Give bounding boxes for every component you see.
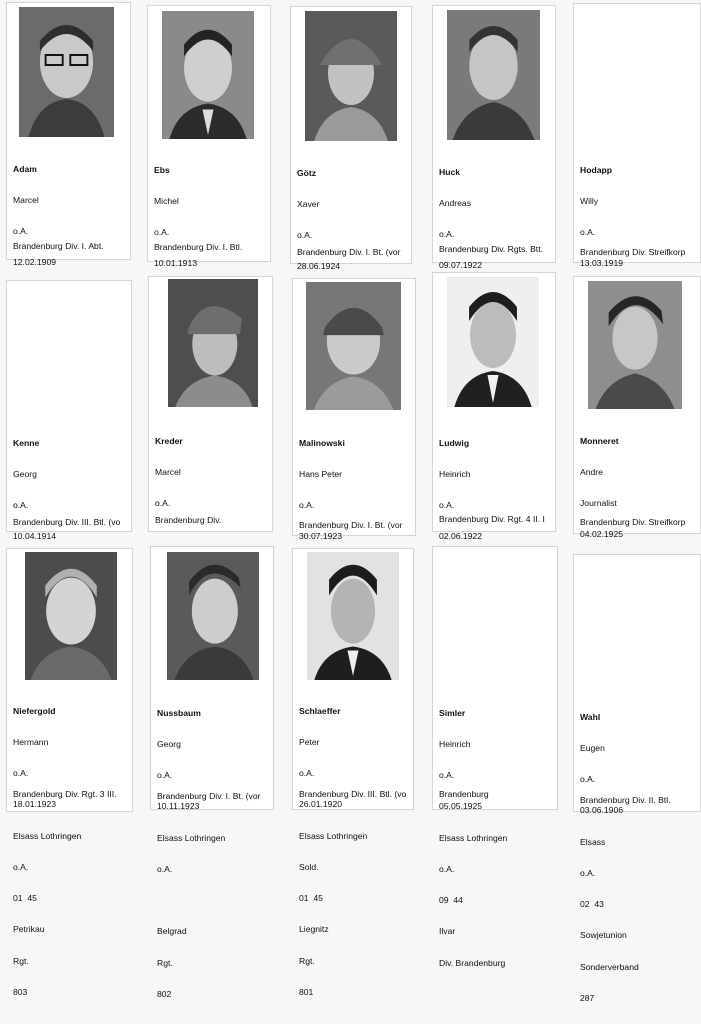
surname: Wahl <box>580 711 601 722</box>
unit-footer: Brandenburg Div. Streifkorp <box>580 517 686 527</box>
detail-line: 04.02.1925 <box>580 529 624 540</box>
detail-line: o.A. <box>299 768 315 779</box>
detail-line: o.A. <box>155 498 171 509</box>
detail-line: 01 45 <box>13 893 37 904</box>
detail-line: o.A. <box>439 863 455 874</box>
person-card-wahl <box>573 554 701 1003</box>
detail-line: Rgt. <box>157 957 173 968</box>
detail-line: o.A. <box>439 229 455 240</box>
detail-line: o.A. <box>157 863 173 874</box>
person-card-ebs <box>147 5 271 269</box>
surname: Götz <box>297 167 317 178</box>
detail-line: 01 45 <box>299 893 323 904</box>
unit-footer: Brandenburg Div. Rgts. Btt. <box>439 244 543 254</box>
detail-line: Eugen <box>580 743 605 754</box>
unit-footer: Brandenburg Div. <box>155 515 222 525</box>
person-card-huck <box>432 5 556 271</box>
detail-line: Liegnitz <box>299 924 329 935</box>
unit-footer: Brandenburg Div. Streifkorp <box>580 247 686 257</box>
detail-line: 803 <box>13 986 28 997</box>
detail-line: o.A. <box>13 861 29 872</box>
surname: Simler <box>439 707 466 718</box>
detail-line: Andre <box>580 467 603 478</box>
detail-line: 10.04.1914 <box>13 531 57 542</box>
person-card-ludwig <box>432 272 556 542</box>
person-card-kreder <box>148 276 273 532</box>
detail-line: o.A. <box>439 770 455 781</box>
detail-line: o.A. <box>439 500 455 511</box>
person-card-niefergold <box>6 548 133 997</box>
detail-line <box>157 895 271 905</box>
detail-line: Hermann <box>13 737 49 748</box>
unit-footer: Brandenburg Div. III. Btl. (vo <box>299 789 407 799</box>
portrait-photo <box>307 552 399 680</box>
detail-line: Elsass Lothringen <box>157 832 226 843</box>
portrait-photo <box>588 281 682 409</box>
surname: Kenne <box>13 437 40 448</box>
portrait-photo <box>447 277 539 407</box>
detail-line: 10.01.1913 <box>154 258 198 269</box>
detail-line: Rgt. <box>13 955 29 966</box>
detail-line: 18.01.1923 <box>13 799 57 810</box>
detail-line: o.A. <box>154 227 170 238</box>
surname: Nussbaum <box>157 707 201 718</box>
detail-line: 287 <box>580 992 595 1003</box>
detail-line: 10.11.1923 <box>157 801 200 812</box>
detail-line: 13.03.1919 <box>580 258 624 269</box>
portrait-photo <box>168 279 258 407</box>
detail-line: 02 43 <box>580 899 604 910</box>
detail-line: Journalist <box>580 498 617 509</box>
surname: Ebs <box>154 164 170 175</box>
detail-line: o.A. <box>13 226 29 237</box>
detail-line: Georg <box>157 739 181 750</box>
detail-line: Sold. <box>299 861 319 872</box>
detail-line: 02.06.1922 <box>439 531 483 542</box>
detail-line: Elsass Lothringen <box>13 830 82 841</box>
portrait-photo <box>447 10 540 140</box>
detail-line: Belgrad <box>157 926 187 937</box>
surname: Malinowski <box>299 437 345 448</box>
detail-line: Willy <box>580 196 599 207</box>
unit-footer: Brandenburg <box>439 789 489 799</box>
person-card-monneret <box>573 276 701 540</box>
detail-line: Marcel <box>155 467 181 478</box>
person-card-goetz <box>290 6 412 272</box>
detail-line: 12.02.1909 <box>13 257 57 268</box>
person-card-adam <box>6 2 131 268</box>
unit-footer: Brandenburg Div. I. Bt. (vor <box>297 247 401 257</box>
detail-line: Ilvar <box>439 926 456 937</box>
unit-footer: Brandenburg Div. III. Btl. (vo <box>13 517 121 527</box>
detail-line: Hans Peter <box>299 469 342 480</box>
detail-line: o.A. <box>580 774 596 785</box>
detail-line: Sonderverband <box>580 961 639 972</box>
portrait-photo <box>25 552 117 680</box>
detail-line: 28.06.1924 <box>297 261 341 272</box>
detail-line: o.A. <box>580 227 596 238</box>
detail-line: o.A. <box>157 770 173 781</box>
detail-line: Andreas <box>439 198 472 209</box>
detail-line: Sowjetunion <box>580 930 627 941</box>
detail-line: 09 44 <box>439 895 463 906</box>
detail-line: o.A. <box>299 500 315 511</box>
surname: Huck <box>439 166 461 177</box>
portrait-photo <box>306 282 401 410</box>
detail-line: Peter <box>299 737 320 748</box>
detail-line: 30.07.1923 <box>299 531 343 542</box>
portrait-photo <box>19 7 114 137</box>
detail-line: Heinrich <box>439 739 471 750</box>
detail-line: 03.06.1906 <box>580 805 624 816</box>
detail-line: Div. Brandenburg <box>439 957 506 968</box>
detail-line: Elsass Lothringen <box>299 830 368 841</box>
detail-line: 05.05.1925 <box>439 801 483 812</box>
detail-line: Georg <box>13 469 37 480</box>
detail-line <box>155 529 270 539</box>
detail-line: Petrikau <box>13 924 45 935</box>
surname: Monneret <box>580 435 619 446</box>
unit-footer: Brandenburg Div. Rgt. 4 II. I <box>439 514 545 524</box>
detail-line: o.A. <box>13 768 29 779</box>
detail-line: Xaver <box>297 199 320 210</box>
unit-footer: Brandenburg Div. I. Abt. <box>13 241 104 251</box>
detail-line: 09.07.1922 <box>439 260 483 271</box>
person-card-simler <box>432 546 558 968</box>
person-card-schlaeffer <box>292 548 414 997</box>
detail-line: o.A. <box>13 500 29 511</box>
portrait-photo <box>167 552 259 680</box>
unit-footer: Brandenburg Div. Rgt. 3 III. <box>13 789 117 799</box>
detail-line: o.A. <box>580 867 596 878</box>
surname: Ludwig <box>439 437 470 448</box>
person-card-hodapp <box>573 3 701 269</box>
detail-line: Elsass <box>580 836 606 847</box>
surname: Kreder <box>155 435 183 446</box>
surname: Schlaeffer <box>299 705 341 716</box>
surname: Hodapp <box>580 164 612 175</box>
unit-footer: Brandenburg Div. I. Bt. (vor <box>299 520 403 530</box>
portrait-photo <box>162 11 254 139</box>
detail-line: Heinrich <box>439 469 471 480</box>
detail-line: Marcel <box>13 195 39 206</box>
detail-line: 26.01.1920 <box>299 799 343 810</box>
person-card-nussbaum <box>150 546 274 999</box>
surname: Niefergold <box>13 705 56 716</box>
unit-footer: Brandenburg Div. I. Bt. (vor <box>157 791 261 801</box>
detail-line: Elsass Lothringen <box>439 832 508 843</box>
detail-line: 802 <box>157 988 172 999</box>
detail-line: 801 <box>299 986 314 997</box>
surname: Adam <box>13 163 37 174</box>
unit-footer: Brandenburg Div. II. Btl. <box>580 795 671 805</box>
person-card-malinowski <box>292 278 416 542</box>
detail-line: o.A. <box>297 230 313 241</box>
portrait-photo <box>305 11 397 141</box>
unit-footer: Brandenburg Div. I. Btl. <box>154 242 243 252</box>
person-card-kenne <box>6 280 132 542</box>
detail-line: Rgt. <box>299 955 315 966</box>
detail-line: Michel <box>154 196 179 207</box>
